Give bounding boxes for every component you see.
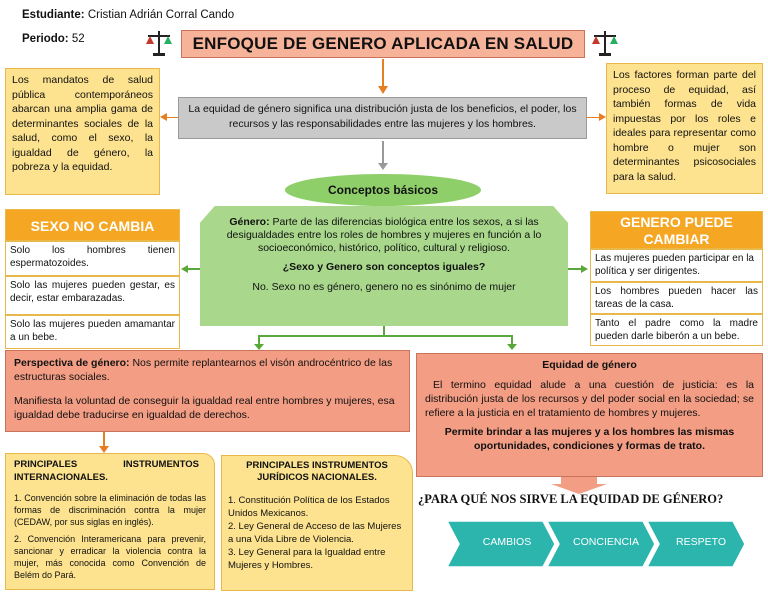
definition-box: La equidad de género significa una distribución justa de los beneficios, el poder, los recursos y las responsabilidades entre las mujeres y los hombres. — [178, 97, 587, 139]
arrow-to-left-box — [166, 117, 178, 118]
perspectiva-label: Perspectiva de género: — [14, 357, 130, 369]
sexo-item: Solo las mujeres pueden gestar, es decir, estar embarazadas. — [5, 276, 180, 315]
internacionales-box — [5, 453, 215, 590]
arrow-to-sexo — [188, 268, 200, 270]
scales-icon-right — [591, 28, 619, 58]
perspectiva-text: Nos permite replantearnos el visón androcéntrico de las estructuras sociales. — [14, 357, 393, 383]
genero-item: Las mujeres pueden participar en la política y ser dirigentes. — [590, 249, 763, 282]
perspectiva-box — [5, 350, 410, 432]
genero-item: Los hombres pueden hacer las tareas de la casa. — [590, 282, 763, 314]
nacionales-item: 1. Constitución Política de los Estados Unidos Mexicanos. — [228, 495, 390, 519]
arrowhead-equidad — [507, 344, 517, 350]
sexo-panel — [5, 209, 180, 349]
genero-panel — [590, 211, 763, 346]
arrowhead-right-box — [599, 113, 606, 121]
concepts-title: Conceptos básicos — [285, 174, 481, 206]
genero-label: Género: — [229, 216, 270, 228]
left-info-box: Los mandatos de salud pública contemporáneos abarcan una amplia gama de determinantes sociales de la salud, como el sexo, la igualdad de género, la pobreza y la equidad. — [5, 68, 160, 195]
concepts-body — [218, 216, 550, 294]
chevron-label-respeto: RESPETO — [676, 536, 726, 548]
sirve-title: ¿PARA QUÉ NOS SIRVE LA EQUIDAD DE GÉNERO? — [418, 492, 724, 506]
arrowhead-perspectiva-down — [99, 446, 109, 453]
nacionales-box — [221, 455, 413, 591]
period-value: 52 — [71, 33, 85, 45]
page-title: ENFOQUE DE GENERO APLICADA EN SALUD — [181, 30, 585, 58]
concepts-question: ¿Sexo y Genero son conceptos iguales? — [282, 261, 486, 273]
equidad-box — [416, 353, 763, 477]
connector-vertical — [383, 326, 385, 335]
concepts-answer: No. Sexo no es género, genero no es sinónimo de mujer — [252, 281, 516, 293]
connector-horizontal — [258, 335, 513, 337]
nacionales-title: PRINCIPALES INSTRUMENTOS JURÍDICOS NACIONALES. — [246, 460, 388, 483]
scales-icon-left — [145, 28, 173, 58]
chevron-label-cambios: CAMBIOS — [482, 536, 532, 548]
genero-definition — [218, 216, 550, 255]
arrow-to-genero — [568, 268, 581, 270]
arrow-title-down — [382, 59, 384, 89]
sexo-item: Solo las mujeres pueden amamantar a un bebe. — [5, 315, 180, 349]
equidad-text: El termino equidad alude a una cuestión de justicia: es la distribución justa de los recursos y del poder social en la sociedad; se refiere a la justicia en el tratamiento de hombres y mujeres. — [425, 379, 754, 419]
arrowhead-to-genero — [581, 265, 588, 273]
nacionales-item: 3. Ley General para la Igualdad entre Mujeres y Hombres. — [228, 547, 386, 571]
arrow-definition-down — [382, 141, 384, 165]
nacionales-item: 2. Ley General de Acceso de las Mujeres a una Vida Libre de Violencia. — [228, 521, 402, 545]
internacionales-title: PRINCIPALES INSTRUMENTOS INTERNACIONALES. — [14, 459, 199, 483]
genero-item: Tanto el padre como la madre pueden darle biberón a un bebe. — [590, 314, 763, 346]
genero-title: GENERO PUEDE CAMBIAR — [590, 211, 763, 249]
arrowhead-title-down — [378, 86, 388, 94]
perspectiva-intro — [14, 356, 401, 384]
genero-text: Parte de las diferencias biológica entre los sexos, a si las desigualdades entre los roles de hombres y mujeres en función a lo socioeconómico, histórico, político, cultural y religioso. — [226, 216, 542, 254]
internacionales-item: 1. Convención sobre la eliminación de todas las formas de discriminación contra la mujer (CEDAW, por sus siglas en inglés). — [14, 493, 206, 527]
sexo-title: SEXO NO CAMBIA — [5, 209, 180, 241]
right-info-box: Los factores forman parte del proceso de equidad, así también formas de vida impuestas por los roles e ideales para representar como hombre o mujer son determinantes psicosociales para la salud. — [606, 63, 763, 194]
chevron-label-conciencia: CONCIENCIA — [573, 536, 639, 548]
equidad-title: Equidad de género — [542, 359, 637, 371]
sirve-chevrons — [447, 519, 747, 569]
perspectiva-text2: Manifiesta la voluntad de conseguir la igualdad real entre hombres y mujeres, esa igualdad debe traducirse en igualdad de derechos. — [14, 395, 395, 421]
period-line — [22, 33, 85, 45]
internacionales-item: 2. Convención Interamericana para prevenir, sancionar y erradicar la violencia contra la mujer, más conocida como Convención de Belém do Pará. — [14, 534, 206, 580]
student-label: Estudiante: — [22, 9, 85, 21]
arrowhead-left-box — [160, 113, 167, 121]
student-name: Cristian Adrián Corral Cando — [87, 9, 235, 21]
arrowhead-definition-down — [378, 163, 388, 170]
period-label: Periodo: — [22, 33, 69, 45]
arrowhead-to-sexo — [181, 265, 188, 273]
sexo-item: Solo los hombres tienen espermatozoides. — [5, 241, 180, 276]
equidad-bold: Permite brindar a las mujeres y a los hombres las mismas oportunidades, condiciones y formas de trato. — [444, 426, 735, 452]
student-line — [22, 9, 234, 21]
